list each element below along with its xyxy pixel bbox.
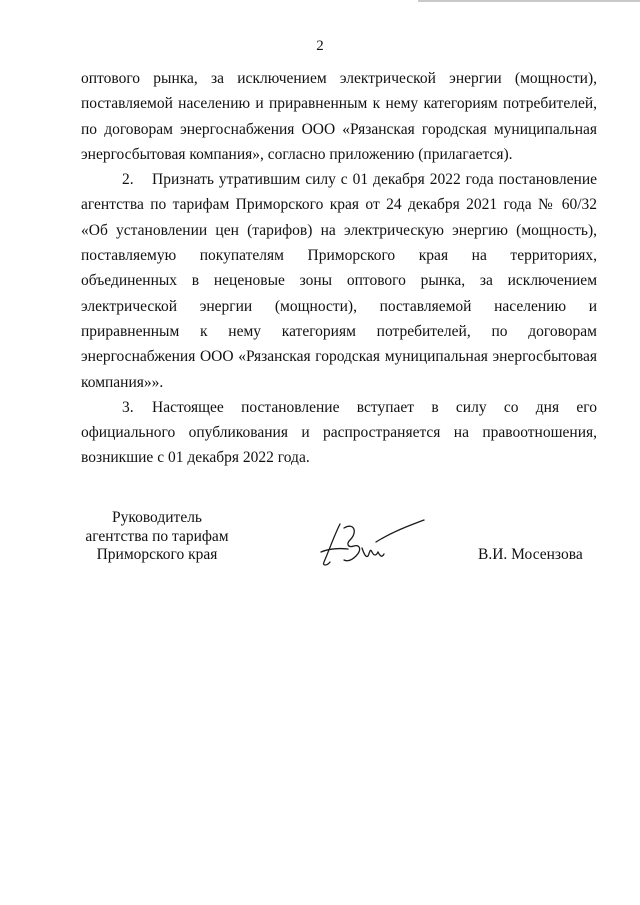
paragraph-text: оптового рынка, за исключением электрической энергии (мощности), поставляемой населению и приравненным к нему категориям потребителей, по договорам энергоснабжения ООО «Рязанская городская муниципальная энергосбытовая компания», согласно приложению (прилагается). bbox=[81, 70, 597, 163]
paragraph-text: Признать утратившим силу с 01 декабря 2022 года постановление агентства по тарифам Приморского края от 24 декабря 2021 года № 60/32 «Об установлении цен (тарифов) на электрическую энергию (мощность), поставляемую покупателям Приморского края на территориях, объединенных в неценовые зоны оптового рынка, за исключением электрической энергии (мощности), поставляемой населению и приравненным к нему категориям потребителей, по договорам энергоснабжения ООО «Рязанская городская муниципальная энергосбытовая компания»». bbox=[81, 171, 597, 391]
signatory-title-line: Руководитель bbox=[111, 509, 203, 526]
paragraph-item-2 bbox=[81, 167, 597, 395]
signatory-name: В.И. Мосензова bbox=[478, 546, 583, 563]
paragraph-text: Настоящее постановление вступает в силу со дня его официального опубликования и распространяется на правоотношения, возникшие с 01 декабря 2022 года. bbox=[81, 398, 597, 467]
signatory-title-line: агентства по тарифам bbox=[85, 527, 229, 545]
paragraph-number: 2. bbox=[122, 171, 134, 189]
top-edge-rule bbox=[418, 0, 640, 2]
signatory-title-line: Приморского края bbox=[96, 546, 218, 563]
paragraph-item-3 bbox=[81, 395, 597, 471]
signatory-title bbox=[82, 509, 232, 565]
handwritten-signature-icon bbox=[318, 518, 428, 570]
paragraph-number: 3. bbox=[122, 398, 134, 416]
page-number: 2 bbox=[316, 38, 324, 54]
document-body bbox=[81, 66, 597, 471]
paragraph-continuation bbox=[81, 66, 597, 167]
